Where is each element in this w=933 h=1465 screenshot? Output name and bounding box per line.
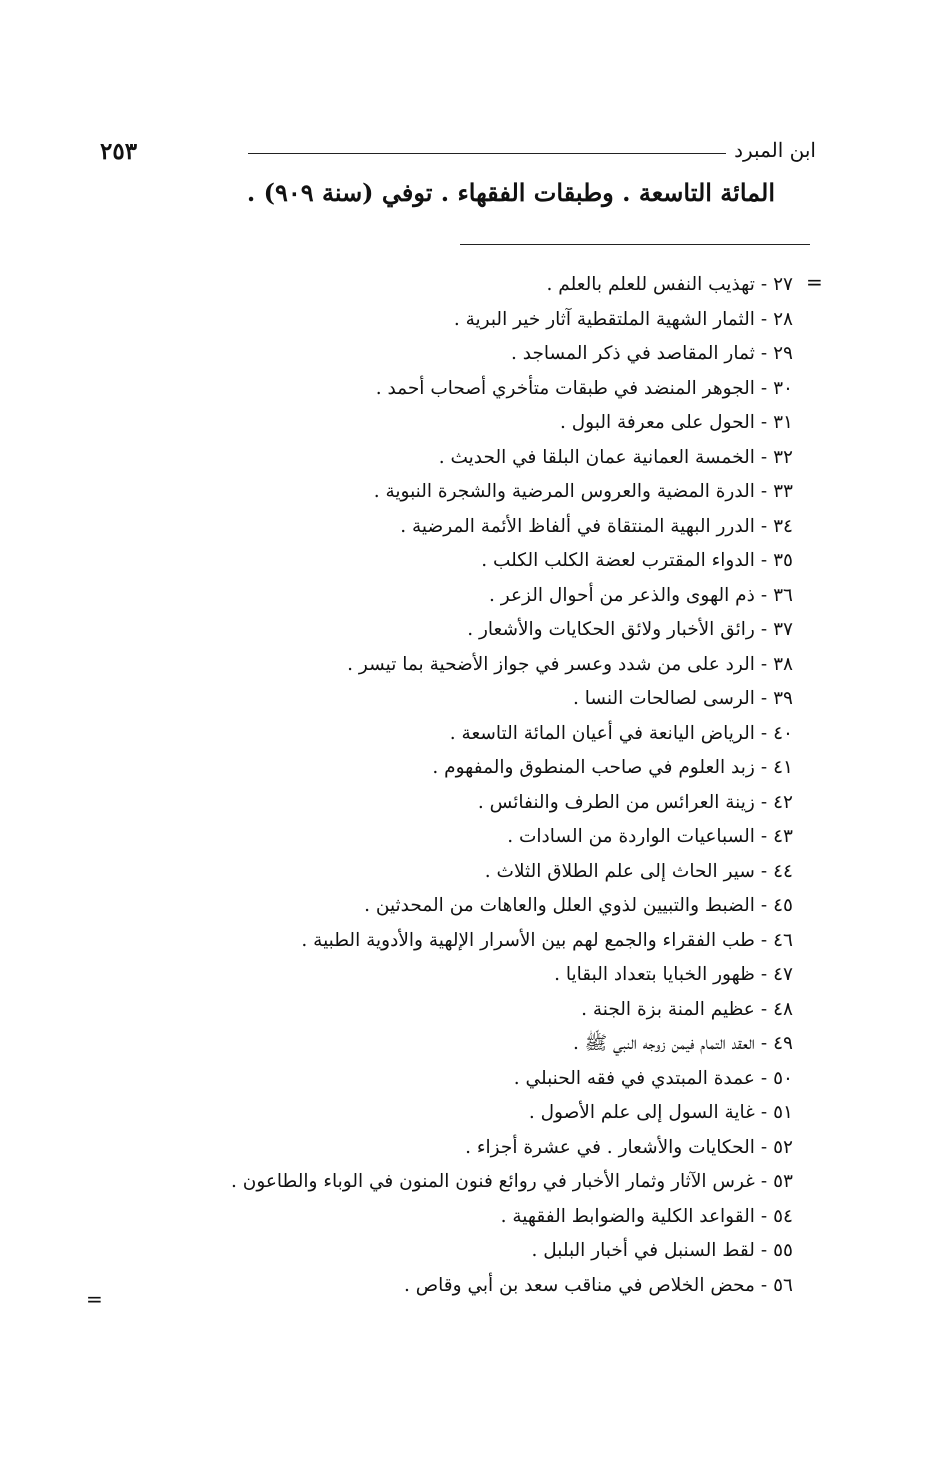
item-dash: - (760, 619, 768, 640)
continuation-mark-bottom: = (86, 1287, 103, 1311)
item-dash: - (760, 1136, 768, 1158)
item-title: الرسى لصالحات النسا . (572, 688, 755, 709)
item-number: ٣٤ (773, 515, 793, 537)
item-number: ٥٥ (773, 1240, 793, 1261)
item-title: الحول على معرفة البول . (559, 412, 755, 433)
list-item (231, 613, 793, 648)
item-title: الدرة المضية والعروس المرضية والشجرة النبوية . (373, 481, 755, 502)
list-item (231, 1096, 793, 1131)
item-dash: - (760, 688, 768, 709)
item-number: ٤٧ (773, 964, 793, 985)
item-number: ٥٤ (773, 1205, 793, 1227)
item-title: طب الفقراء والجمع لهم بين الأسرار الإلهية والأدوية الطبية . (301, 929, 755, 951)
item-dash: - (760, 343, 768, 364)
item-dash: - (760, 826, 768, 847)
item-title: عظيم المنة بزة الجنة . (581, 998, 755, 1020)
item-title: عمدة المبتدي في فقه الحنبلي . (513, 1067, 755, 1089)
item-number: ٣٩ (773, 688, 793, 709)
item-title: الثمار الشهية الملتقطية آثار خير البرية . (453, 308, 755, 330)
item-dash: - (760, 757, 768, 778)
item-title: الحكايات والأشعار . في عشرة أجزاء . (465, 1136, 755, 1158)
item-title: الرياض اليانعة في أعيان المائة التاسعة . (449, 722, 755, 744)
item-number: ٣٥ (773, 550, 793, 571)
list-item (231, 1131, 793, 1166)
item-number: ٤٤ (773, 860, 793, 882)
item-number: ٣٦ (773, 584, 793, 606)
item-title: زبد العلوم في صاحب المنطوق والمفهوم . (432, 757, 755, 778)
list-item (231, 303, 793, 338)
list-item (231, 1165, 793, 1200)
list-item (231, 855, 793, 890)
item-number: ٣٠ (773, 377, 793, 399)
item-number: ٤٨ (773, 998, 793, 1020)
item-number: ٢٧ (773, 274, 793, 295)
item-title: القواعد الكلية والضوابط الفقهية . (500, 1205, 755, 1227)
item-number: ٥٦ (773, 1274, 793, 1296)
item-dash: - (760, 377, 768, 399)
item-dash: - (760, 1171, 768, 1192)
list-item (231, 544, 793, 579)
item-dash: - (760, 998, 768, 1020)
list-item (231, 441, 793, 476)
item-dash: - (760, 1033, 768, 1054)
item-dash: - (760, 791, 768, 813)
list-item (231, 889, 793, 924)
list-item (231, 1062, 793, 1097)
item-number: ٢٩ (773, 343, 793, 364)
footnote-rule (460, 244, 810, 245)
item-title: غرس الآثار وثمار الأخبار في روائع فنون المنون في الوباء والطاعون . (230, 1171, 755, 1192)
item-number: ٤٠ (773, 722, 793, 744)
page-number: ٢٥٣ (100, 138, 138, 165)
list-item (231, 1027, 793, 1062)
list-item (231, 406, 793, 441)
list-item (231, 648, 793, 683)
item-number: ٥١ (773, 1102, 793, 1123)
item-title: ذم الهوى والذعر من أحوال الزعر . (489, 584, 755, 606)
item-number: ٤٩ (773, 1033, 793, 1054)
list-item (231, 682, 793, 717)
item-title: ثمار المقاصد في ذكر المساجد . (510, 343, 755, 364)
item-number: ٤٣ (773, 826, 793, 847)
item-dash: - (760, 1240, 768, 1261)
item-dash: - (760, 895, 768, 916)
item-dash: - (760, 515, 768, 537)
item-dash: - (760, 308, 768, 330)
item-title: زينة العرائس من الطرف والنفائس . (477, 791, 755, 813)
item-dash: - (760, 274, 768, 295)
item-title: العقد التمام فيمن زوجه النبي ﷺ . (572, 1033, 755, 1054)
item-number: ٤٥ (773, 895, 793, 916)
list-item (231, 820, 793, 855)
item-number: ٤٢ (773, 791, 793, 813)
list-item (231, 372, 793, 407)
list-item (231, 268, 793, 303)
list-item (231, 579, 793, 614)
item-dash: - (760, 929, 768, 951)
item-title: تهذيب النفس للعلم بالعلم . (546, 274, 755, 295)
item-number: ٣٨ (773, 653, 793, 675)
list-item (231, 958, 793, 993)
item-dash: - (760, 1205, 768, 1227)
item-dash: - (760, 653, 768, 675)
item-number: ٣١ (773, 412, 793, 433)
item-title: رائق الأخبار ولائق الحكايات والأشعار . (467, 619, 755, 640)
item-title: الرد على من شدد وعسر في جواز الأضحية بما تيسر . (347, 653, 755, 675)
item-title: الضبط والتبيين لذوي العلل والعاهات من المحدثين . (364, 895, 755, 916)
header-rule (248, 153, 726, 154)
intro-line: المائة التاسعة . وطبقات الفقهاء . توفي (سنة ٩٠٩) . (246, 178, 775, 207)
page-header (100, 138, 816, 168)
item-number: ٢٨ (773, 308, 793, 330)
item-dash: - (760, 860, 768, 882)
list-item (231, 786, 793, 821)
item-dash: - (760, 584, 768, 606)
list-item (231, 337, 793, 372)
list-item (231, 475, 793, 510)
item-dash: - (760, 722, 768, 744)
item-number: ٥٣ (773, 1171, 793, 1192)
item-title: محض الخلاص في مناقب سعد بن أبي وقاص . (404, 1274, 755, 1296)
item-dash: - (760, 446, 768, 468)
item-number: ٣٣ (773, 481, 793, 502)
item-number: ٥٠ (773, 1067, 793, 1089)
item-title: لقط السنبل في أخبار البلبل . (531, 1240, 755, 1261)
item-title: الدرر البهية المنتقاة في ألفاظ الأئمة المرضية . (400, 515, 755, 537)
list-item (231, 510, 793, 545)
item-dash: - (760, 1274, 768, 1296)
item-number: ٣٢ (773, 446, 793, 468)
item-dash: - (760, 481, 768, 502)
item-title: ظهور الخبايا بتعداد البقايا . (554, 964, 755, 985)
item-dash: - (760, 964, 768, 985)
item-number: ٥٢ (773, 1136, 793, 1158)
continuation-mark-top: = (806, 270, 823, 294)
item-dash: - (760, 1067, 768, 1089)
item-number: ٣٧ (773, 619, 793, 640)
item-dash: - (760, 550, 768, 571)
item-title: الجوهر المنضد في طبقات متأخري أصحاب أحمد . (375, 377, 755, 399)
list-item (231, 717, 793, 752)
item-title: الخمسة العمانية عمان البلقا في الحديث . (438, 446, 755, 468)
list-item (231, 993, 793, 1028)
list-item (231, 751, 793, 786)
list-item (231, 924, 793, 959)
item-title: السباعيات الواردة من السادات . (507, 826, 755, 847)
works-list (231, 268, 793, 1303)
item-title: غاية السول إلى علم الأصول . (528, 1102, 755, 1123)
item-title: سير الحاث إلى علم الطلاق الثلاث . (484, 860, 755, 882)
running-head: ابن المبرد (734, 138, 816, 162)
list-item (231, 1269, 793, 1304)
item-number: ٤٦ (773, 929, 793, 951)
item-title: الدواء المقترب لعضة الكلب الكلب . (481, 550, 755, 571)
list-item (231, 1200, 793, 1235)
item-dash: - (760, 1102, 768, 1123)
list-item (231, 1234, 793, 1269)
item-number: ٤١ (773, 757, 793, 778)
item-dash: - (760, 412, 768, 433)
